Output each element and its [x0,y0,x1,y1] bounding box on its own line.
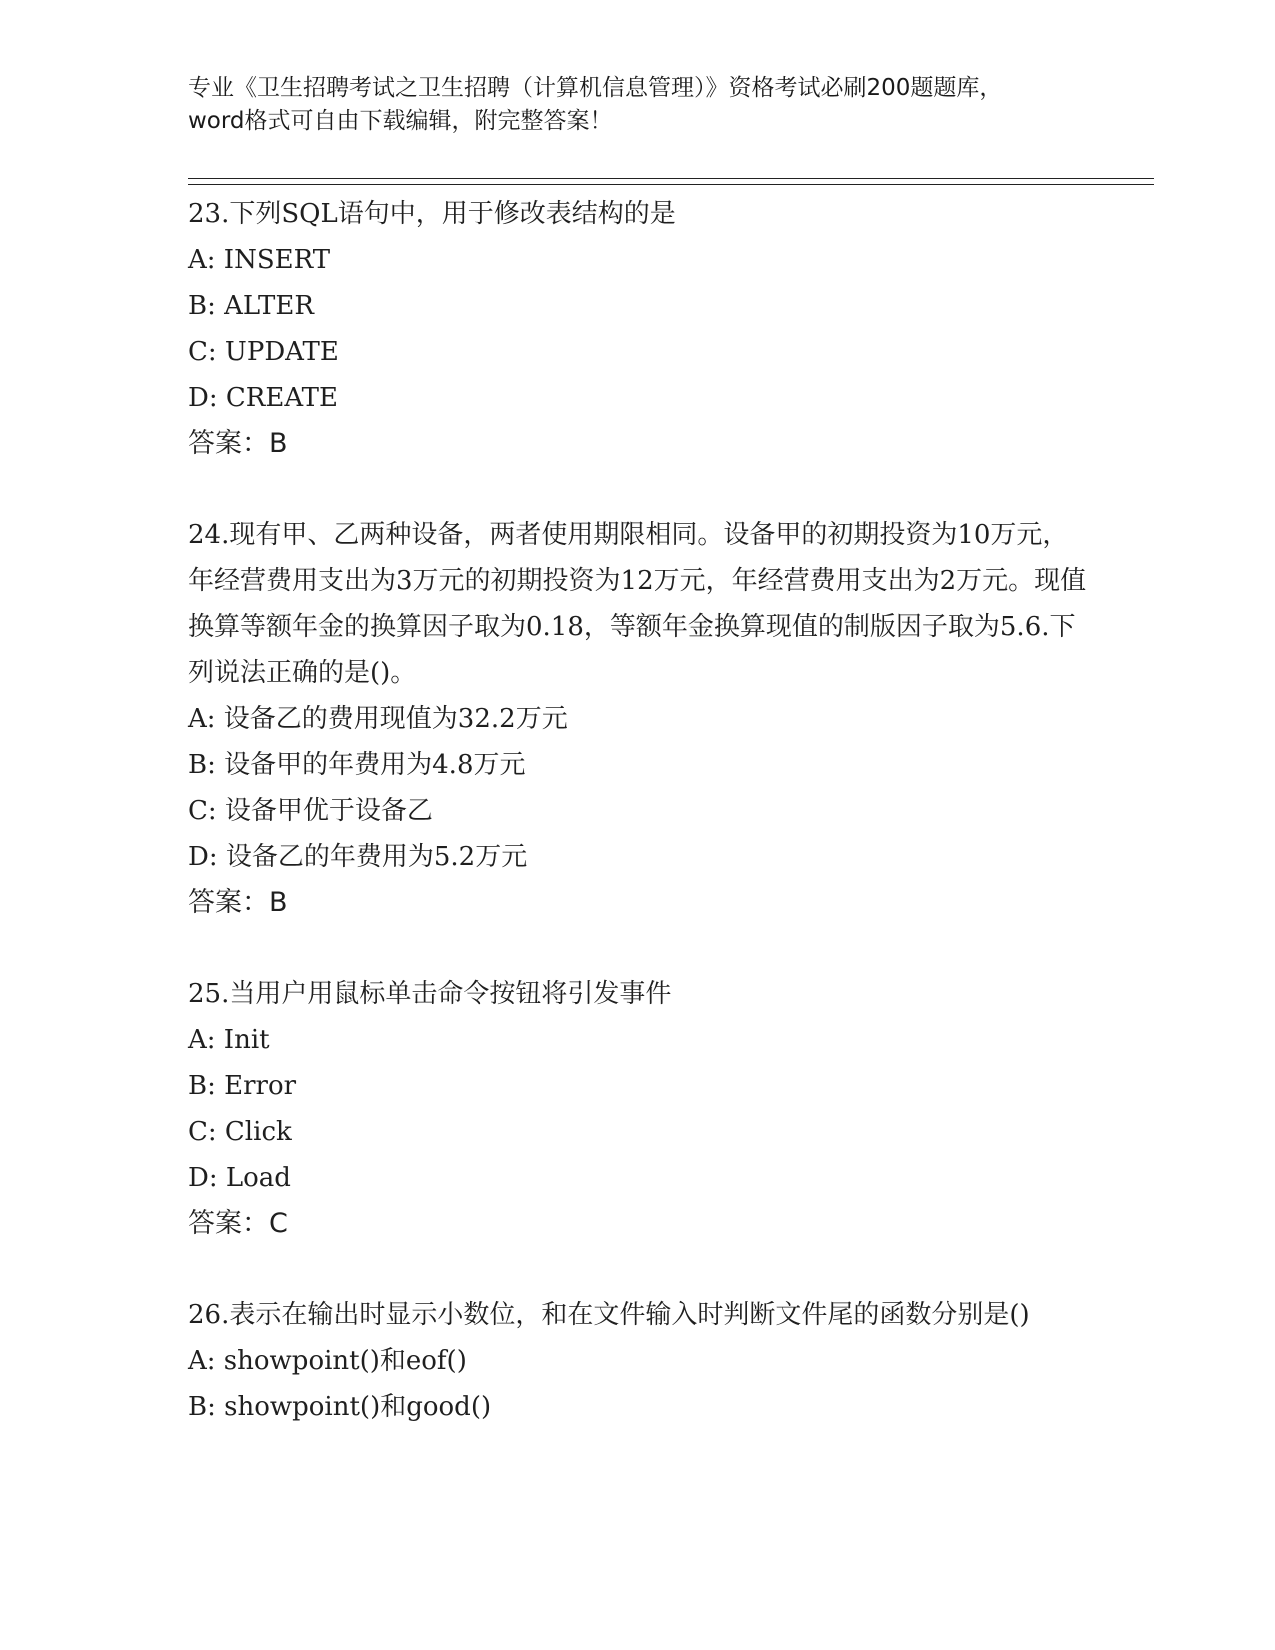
question-list [188,191,1088,1430]
option-c: C: Click [188,1117,292,1147]
question-25 [188,971,1088,1247]
option-a: A: Init [188,1025,270,1055]
document-header [188,72,1088,138]
question-23 [188,191,1088,467]
option-b: B: ALTER [188,291,314,321]
answer: 答案：B [188,428,288,459]
question-stem: 26.表示在输出时显示小数位，和在文件输入时判断文件尾的函数分别是() [188,1300,1030,1330]
header-line-1: 专业《卫生招聘考试之卫生招聘（计算机信息管理）》资格考试必刷200题题库， [188,75,1003,101]
option-d: D: Load [188,1163,291,1193]
option-d: D: CREATE [188,383,338,413]
option-b: B: Error [188,1071,297,1101]
answer: 答案：B [188,887,288,918]
option-a: A: 设备乙的费用现值为32.2万元 [188,704,568,734]
question-26 [188,1292,1088,1430]
header-line-2: word格式可自由下载编辑，附完整答案！ [188,108,613,134]
question-stem: 25.当用户用鼠标单击命令按钮将引发事件 [188,979,672,1009]
option-c: C: 设备甲优于设备乙 [188,796,433,826]
option-c: C: UPDATE [188,337,339,367]
option-b: B: showpoint()和good() [188,1392,492,1422]
answer: 答案：C [188,1208,288,1239]
header-divider [188,178,1154,185]
question-24 [188,512,1088,926]
option-a: A: INSERT [188,245,331,275]
question-stem: 23.下列SQL语句中，用于修改表结构的是 [188,199,676,229]
question-stem: 24.现有甲、乙两种设备，两者使用期限相同。设备甲的初期投资为10万元，年经营费用支出为3万元的初期投资为12万元，年经营费用支出为2万元。现值换算等额年金的换算因子取为0.18，等额年金换算现值的制版因子取为5.6.下列说法正确的是()。 [188,520,1087,688]
option-a: A: showpoint()和eof() [188,1346,467,1376]
option-d: D: 设备乙的年费用为5.2万元 [188,842,528,872]
option-b: B: 设备甲的年费用为4.8万元 [188,750,526,780]
